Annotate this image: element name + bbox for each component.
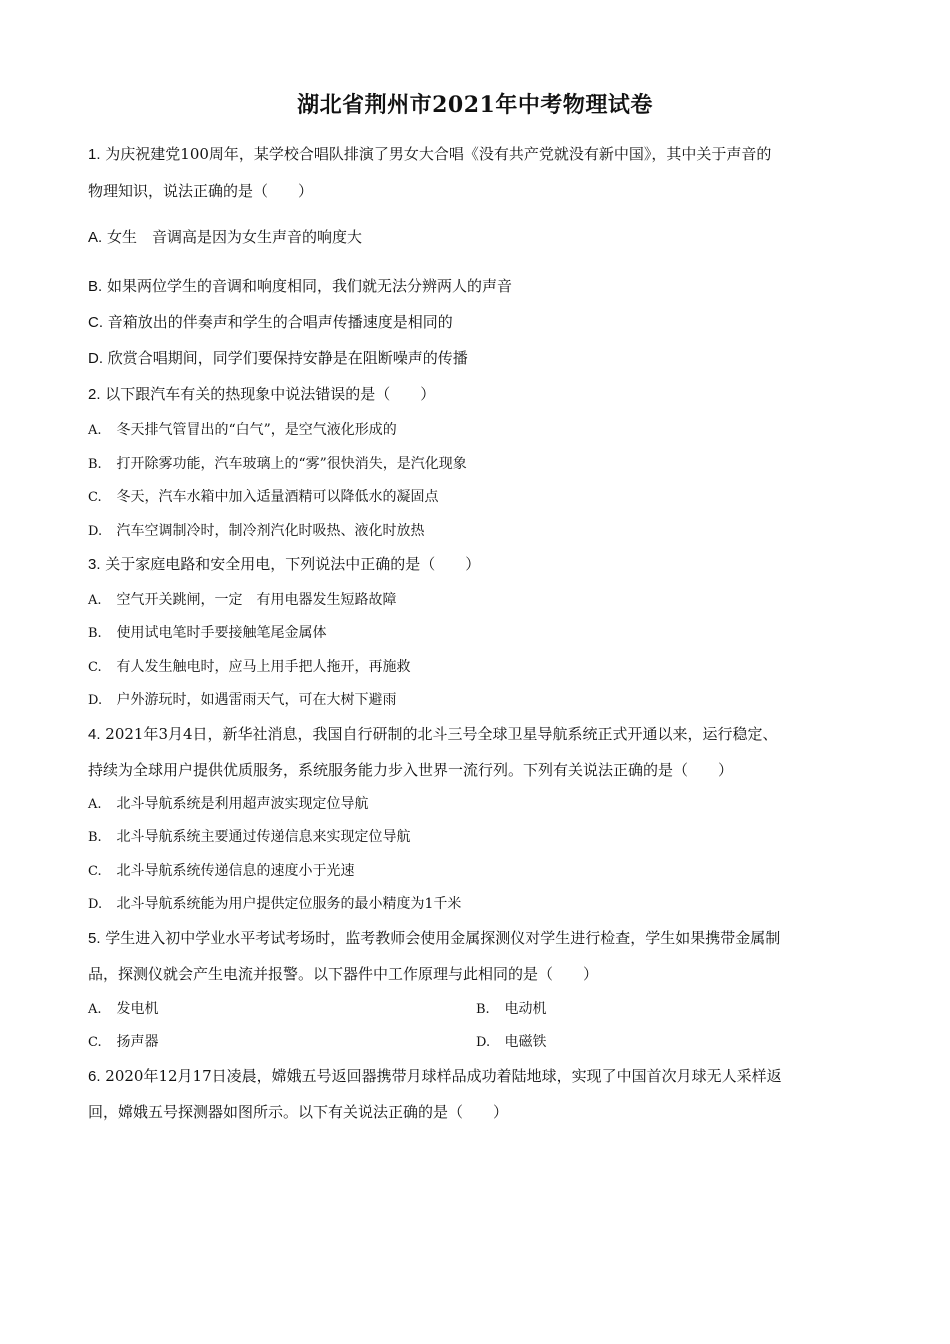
question-number: 2. xyxy=(88,386,101,403)
option-letter: C. xyxy=(88,490,102,505)
question-text: 2021年3月4日，新华社消息，我国自行研制的北斗三号全球卫星导航系统正式开通以来，运行稳定、 xyxy=(105,725,778,743)
question-2-option-d xyxy=(88,521,863,542)
option-letter: C. xyxy=(88,1035,102,1050)
option-text: 汽车空调制冷时，制冷剂汽化时吸热、液化时放热 xyxy=(116,523,425,539)
option-letter: A. xyxy=(88,1002,102,1017)
option-text: 空气开关跳闸，一定 有用电器发生短路故障 xyxy=(116,592,397,608)
question-5-option-b xyxy=(476,999,836,1020)
question-1-option-b xyxy=(88,276,863,297)
option-text: 打开除雾功能，汽车玻璃上的“雾”很快消失，是汽化现象 xyxy=(116,456,467,472)
question-3-stem xyxy=(88,554,863,575)
question-3-option-d xyxy=(88,690,863,711)
option-letter: C. xyxy=(88,314,103,331)
question-5-stem-line-2 xyxy=(88,964,863,984)
option-letter: B. xyxy=(88,626,102,641)
option-text: 电磁铁 xyxy=(504,1034,547,1050)
question-5-option-c xyxy=(88,1032,448,1053)
option-letter: B. xyxy=(88,278,103,295)
question-text: 持续为全球用户提供优质服务，系统服务能力步入世界一流行列。下列有关说法正确的是（ ） xyxy=(88,761,734,779)
option-text: 女生 音调高是因为女生声音的响度大 xyxy=(106,228,362,246)
question-4-option-c xyxy=(88,861,863,882)
question-6-stem-line-2 xyxy=(88,1102,863,1122)
option-text: 音箱放出的伴奏声和学生的合唱声传播速度是相同的 xyxy=(107,313,453,331)
question-2-option-b xyxy=(88,454,863,475)
question-1-option-a xyxy=(88,227,863,248)
option-text: 使用试电笔时手要接触笔尾金属体 xyxy=(116,625,327,641)
option-text: 北斗导航系统是利用超声波实现定位导航 xyxy=(116,796,369,812)
question-4-option-a xyxy=(88,794,863,815)
option-text: 如果两位学生的音调和响度相同，我们就无法分辨两人的声音 xyxy=(106,277,512,295)
option-letter: A. xyxy=(88,229,103,246)
option-letter: D. xyxy=(88,897,103,912)
option-letter: C. xyxy=(88,864,102,879)
option-text: 北斗导航系统传递信息的速度小于光速 xyxy=(116,863,355,879)
option-text: 有人发生触电时，应马上用手把人拖开，再施救 xyxy=(116,659,411,675)
option-letter: D. xyxy=(88,350,103,367)
question-4-option-b xyxy=(88,827,863,848)
question-4-stem-line-1 xyxy=(88,724,863,745)
question-number: 4. xyxy=(88,726,101,743)
question-number: 3. xyxy=(88,556,101,573)
option-text: 电动机 xyxy=(504,1001,547,1017)
option-letter: B. xyxy=(88,830,102,845)
option-letter: A. xyxy=(88,593,102,608)
question-3-option-b xyxy=(88,623,863,644)
question-1-stem-line-2 xyxy=(88,181,863,201)
option-letter: D. xyxy=(88,693,103,708)
option-text: 冬天排气管冒出的“白气”，是空气液化形成的 xyxy=(116,422,397,438)
option-letter: A. xyxy=(88,423,102,438)
option-letter: A. xyxy=(88,797,102,812)
question-5-option-d xyxy=(476,1032,836,1053)
option-letter: D. xyxy=(476,1035,491,1050)
page-title: 湖北省荆州市2021年中考物理试卷 xyxy=(297,92,653,118)
question-1-option-c xyxy=(88,312,863,333)
question-number: 6. xyxy=(88,1068,101,1085)
option-letter: B. xyxy=(88,457,102,472)
question-text: 物理知识，说法正确的是（ ） xyxy=(88,182,314,200)
option-letter: C. xyxy=(88,660,102,675)
option-letter: B. xyxy=(476,1002,490,1017)
question-1-option-d xyxy=(88,348,863,369)
question-text: 学生进入初中学业水平考试考场时，监考教师会使用金属探测仪对学生进行检查，学生如果携带金属制 xyxy=(105,929,781,947)
question-2-option-c xyxy=(88,487,863,508)
question-6-stem-line-1 xyxy=(88,1066,863,1087)
question-4-option-d xyxy=(88,894,863,915)
option-text: 欣赏合唱期间，同学们要保持安静是在阻断噪声的传播 xyxy=(107,349,468,367)
option-text: 北斗导航系统能为用户提供定位服务的最小精度为1千米 xyxy=(116,896,462,912)
question-number: 1. xyxy=(88,146,101,163)
question-text: 品，探测仪就会产生电流并报警。以下器件中工作原理与此相同的是（ ） xyxy=(88,965,599,983)
question-2-option-a xyxy=(88,420,863,441)
question-text: 回，嫦娥五号探测器如图所示。以下有关说法正确的是（ ） xyxy=(88,1103,509,1121)
question-2-stem xyxy=(88,384,863,405)
question-text: 以下跟汽车有关的热现象中说法错误的是（ ） xyxy=(105,385,436,403)
question-5-option-a xyxy=(88,999,448,1020)
question-4-stem-line-2 xyxy=(88,760,863,780)
question-number: 5. xyxy=(88,930,101,947)
question-text: 关于家庭电路和安全用电，下列说法中正确的是（ ） xyxy=(105,555,481,573)
option-letter: D. xyxy=(88,524,103,539)
question-text: 为庆祝建党100周年，某学校合唱队排演了男女大合唱《没有共产党就没有新中国》，其中关于声音的 xyxy=(105,145,772,163)
option-text: 北斗导航系统主要通过传递信息来实现定位导航 xyxy=(116,829,411,845)
question-3-option-c xyxy=(88,657,863,678)
question-5-stem-line-1 xyxy=(88,928,863,949)
question-1-stem-line-1 xyxy=(88,144,863,165)
option-text: 扬声器 xyxy=(116,1034,159,1050)
option-text: 户外游玩时，如遇雷雨天气，可在大树下避雨 xyxy=(116,692,397,708)
question-text: 2020年12月17日凌晨，嫦娥五号返回器携带月球样品成功着陆地球，实现了中国首次月球无人采样返 xyxy=(105,1067,782,1085)
option-text: 发电机 xyxy=(116,1001,159,1017)
question-3-option-a xyxy=(88,590,863,611)
option-text: 冬天，汽车水箱中加入适量酒精可以降低水的凝固点 xyxy=(116,489,439,505)
